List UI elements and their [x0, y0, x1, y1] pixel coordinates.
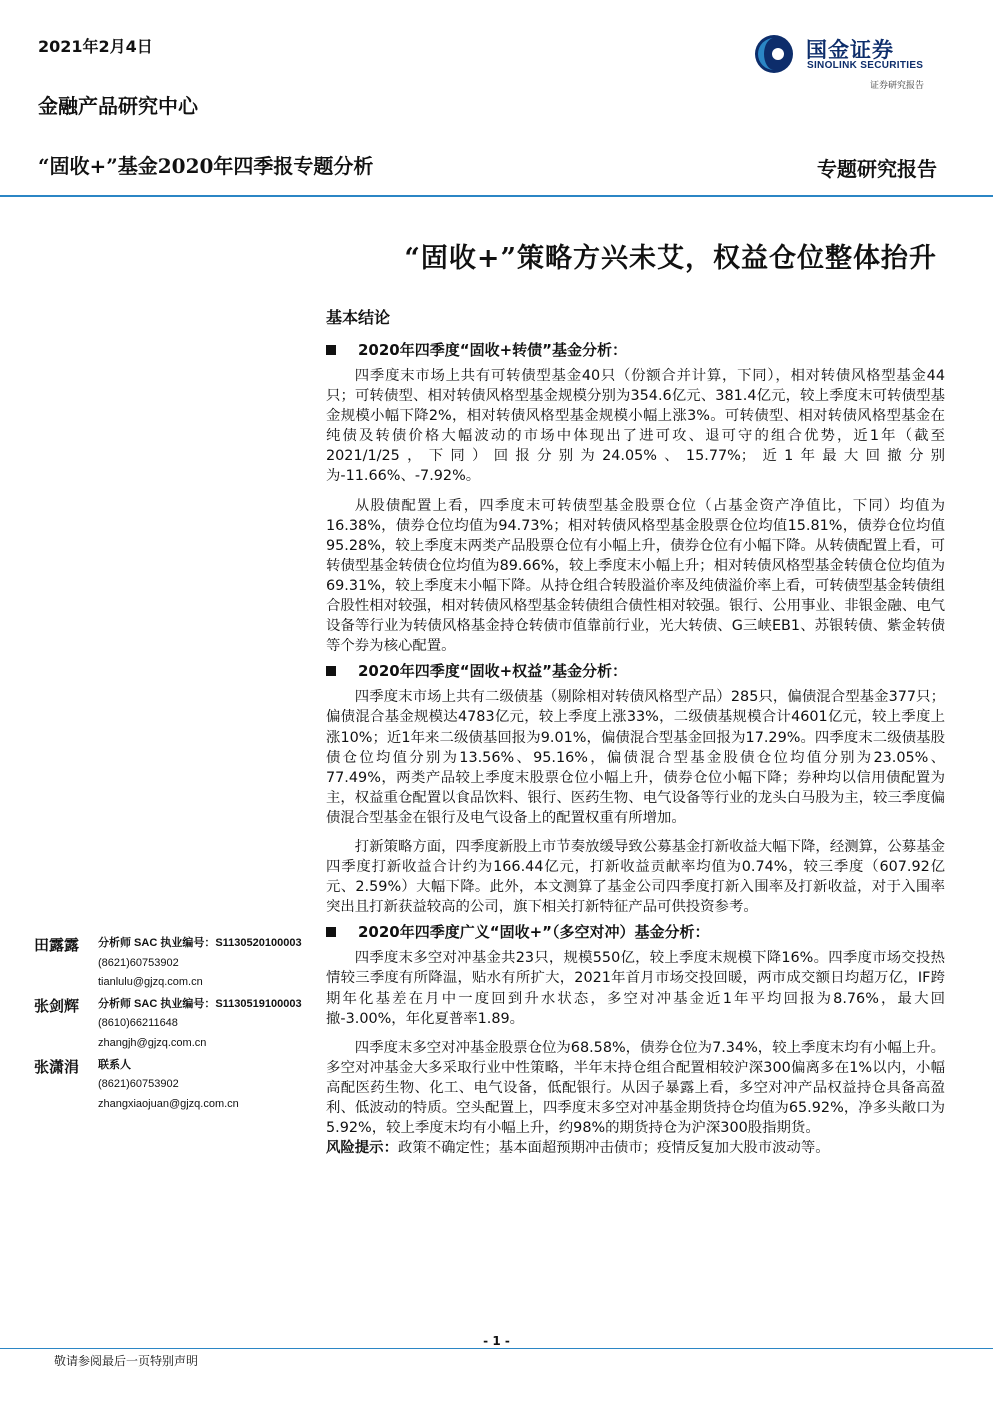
analyst-card: [34, 995, 324, 1054]
logo-mark-icon: [754, 34, 794, 74]
paragraph: 打新策略方面，四季度新股上市节奏放缓导致公募基金打新收益大幅下降，经测算，公募基金四季度打新收益合计约为166.44亿元，打新收益贡献率均值为0.74%，较三季度（607.92亿元、2.59%）大幅下降。此外，本文测算了基金公司四季度打新入围率及打新收益，对于入围率突出且打新获益较高的公司，旗下相关打新特征产品可供投资参考。: [326, 838, 945, 916]
analyst-email[interactable]: zhangjh@gjzq.com.cn: [98, 1036, 207, 1049]
header-divider: [0, 195, 993, 197]
section-heading-text: 2020年四季度广义“固收+”（多空对冲）基金分析：: [358, 923, 710, 942]
risk-label: 风险提示：: [326, 1139, 398, 1157]
section-heading: [326, 337, 945, 363]
section-title: 基本结论: [326, 308, 391, 327]
analyst-card: [34, 934, 324, 993]
headline: “固收+”策略方兴未艾，权益仓位整体抬升: [404, 243, 937, 274]
department-name: 金融产品研究中心: [38, 94, 198, 118]
logo-chinese-name: 国金证券: [806, 39, 894, 62]
paragraph: 四季度末市场上共有二级债基（剔除相对转债风格型产品）285只，偏债混合型基金377只；偏债混合基金规模达4783亿元，较上季度上涨33%，二级债基规模合计4601亿元，较上季度上涨10%；近1年来二级债基回报为9.01%，偏债混合型基金回报为17.29%。四季度末二级债基股债仓位均值分别为13.56%、95.16%，偏债混合型基金股债仓位均值分别为23.05%、77.49%，两类产品较上季度末股票仓位小幅上升，债券仓位小幅下降；券种均以信用债配置为主，权益重仓配置以食品饮料、银行、医药生物、电气设备等行业的龙头白马股为主，较三季度偏债混合型基金在银行及电气设备上的配置权重有所增加。: [326, 689, 945, 826]
report-type: 专题研究报告: [817, 157, 937, 181]
paragraph: 四季度末多空对冲基金共23只，规模550亿，较上季度末规模下降16%。四季度市场交投热情较三季度有所降温，贴水有所扩大，2021年首月市场交投回暖，两市成交额日均超万亿，IF跨期年化基差在月中一度回到升水状态，多空对冲基金近1年平均回报为8.76%，最大回撤-3.00%，年化夏普率1.89。: [326, 950, 945, 1027]
section-heading-text: 2020年四季度“固收+权益”基金分析：: [358, 662, 628, 681]
analyst-phone: (8621)60753902: [98, 1078, 179, 1091]
bullet-square-icon: [326, 927, 336, 937]
analyst-name: 张潇涓: [34, 1057, 80, 1076]
risk-warning: [326, 1138, 945, 1158]
company-logo: [754, 30, 954, 94]
footer-divider: [0, 1348, 993, 1349]
risk-text: 政策不确定性；基本面超预期冲击债市；疫情反复加大股市波动等。: [397, 1140, 830, 1157]
bullet-square-icon: [326, 345, 336, 355]
paragraph: 四季度末市场上共有可转债型基金40只（份额合并计算，下同），相对转债风格型基金44只；可转债型、相对转债风格型基金规模分别为354.6亿元、381.4亿元，较上季度末可转债型基金规模小幅下降2%，相对转债风格型基金规模小幅上涨3%。可转债型、相对转债风格型基金在纯债及转债价格大幅波动的市场中体现出了进可攻、退可守的组合优势，近1年（截至2021/1/25，下同）回报分别为24.05%、15.77%；近1年最大回撤分别为-11.66%、-7.92%。: [326, 368, 945, 485]
paragraph: 四季度末多空对冲基金股票仓位为68.58%，债券仓位为7.34%，较上季度末均有小幅上升。多空对冲基金大多采取行业中性策略，半年末持仓组合配置相较沪深300偏离多在1%以内，小幅高配医药生物、化工、电气设备，低配银行。从因子暴露上看，多空对冲产品权益持仓具备高盈利、低波动的特质。空头配置上，四季度末多空对冲基金期货持仓均值为65.92%，净多头敞口为5.92%，较上季度末均有小幅上升，约98%的期货持仓为沪深300股指期货。: [326, 1039, 945, 1137]
section-heading: [326, 919, 945, 945]
report-title: “固收+”基金2020年四季报专题分析: [38, 154, 374, 178]
analyst-role: 联系人: [98, 1058, 131, 1071]
footer-disclaimer: 敬请参阅最后一页特别声明: [54, 1354, 199, 1368]
analyst-phone: (8610)66211648: [98, 1017, 178, 1030]
analyst-email[interactable]: zhangxiaojuan@gjzq.com.cn: [98, 1097, 239, 1110]
logo-english-name: SINOLINK SECURITIES: [807, 60, 924, 71]
logo-subtitle: 证券研究报告: [870, 81, 925, 91]
analyst-card: [34, 1056, 324, 1115]
bullet-square-icon: [326, 666, 336, 676]
section-heading-text: 2020年四季度“固收+转债”基金分析：: [358, 341, 628, 359]
analyst-name: 田露露: [34, 936, 80, 954]
analyst-role: 分析师 SAC 执业编号：S1130520100003: [98, 937, 302, 949]
main-content: [326, 303, 945, 1158]
section-heading: [326, 658, 945, 684]
report-date: 2021年2月4日: [38, 37, 153, 56]
analyst-name: 张剑辉: [34, 996, 80, 1015]
paragraph: 从股债配置上看，四季度末可转债型基金股票仓位（占基金资产净值比，下同）均值为16.38%，债券仓位均值为94.73%；相对转债风格型基金股票仓位均值15.81%，债券仓位均值95.28%，较上季度末两类产品股票仓位有小幅上升，债券仓位有小幅下降。从转债配置上看，可转债型基金转债仓位均值为89.66%，较上季度末小幅上升；相对转债风格型基金转债仓位均值为69.31%，较上季度末小幅下降。从持仓组合转股溢价率及纯债溢价率上看，可转债型基金转债组合股性相对较强，相对转债风格型基金转债组合债性相对较强。银行、公用事业、非银金融、电气设备等行业为转债风格基金持仓转债市值靠前行业，光大转债、G三峡EB1、苏银转债、紫金转债等个券为核心配置。: [326, 497, 945, 655]
analyst-email[interactable]: tianlulu@gjzq.com.cn: [98, 976, 203, 989]
page-number: - 1 -: [483, 1334, 510, 1348]
analyst-role: 分析师 SAC 执业编号：S1130519100003: [98, 997, 302, 1010]
analyst-phone: (8621)60753902: [98, 956, 179, 969]
analyst-contacts: [34, 934, 324, 1116]
